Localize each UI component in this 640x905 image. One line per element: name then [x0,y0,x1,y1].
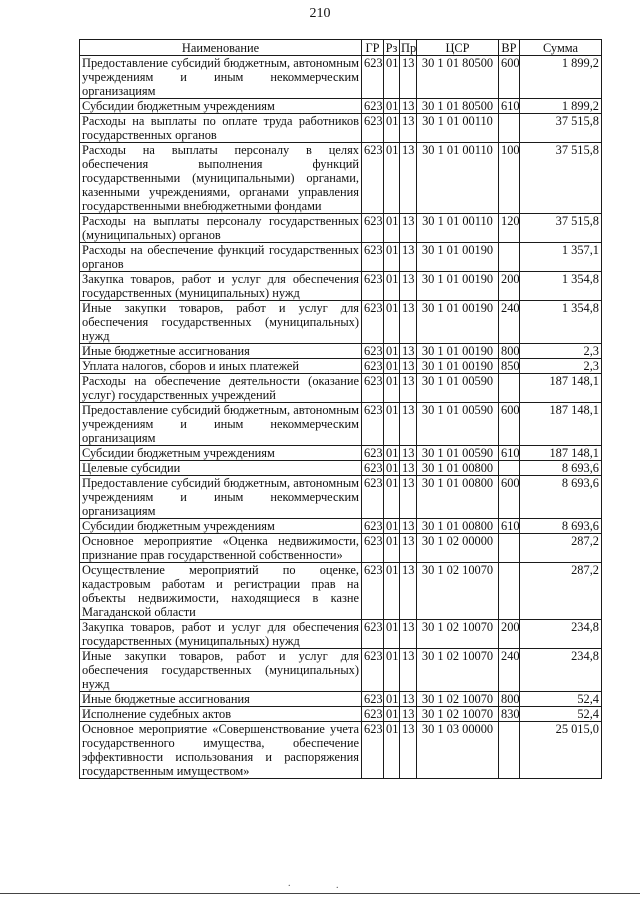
header-pr: Пр [401,40,417,55]
cell-name: Предоставление субсидий бюджетным, автономным учреждениям и иным некоммерческим организациям [80,403,362,446]
cell-csr: 30 1 01 00590 [417,374,499,403]
table-row [80,649,602,692]
cell-csr: 30 1 02 10070 [417,563,499,620]
cell-pr: 13 [400,243,417,272]
cell-sum: 187 148,1 [520,446,602,461]
cell-rz: 01 [384,534,400,563]
cell-csr: 30 1 01 00110 [417,114,499,143]
header-row [80,40,602,56]
cell-vr: 100 [499,143,520,214]
cell-gr: 623 [362,620,384,649]
cell-pr: 13 [400,620,417,649]
cell-vr [499,243,520,272]
table-row [80,243,602,272]
cell-gr: 623 [362,534,384,563]
cell-name: Закупка товаров, работ и услуг для обеспечения государственных (муниципальных) нужд [80,620,362,649]
page-bottom-edge [0,893,640,894]
cell-sum: 8 693,6 [520,519,602,534]
table-row [80,214,602,243]
cell-vr: 200 [499,620,520,649]
cell-rz: 01 [384,301,400,344]
cell-csr: 30 1 03 00000 [417,722,499,779]
cell-vr: 200 [499,272,520,301]
cell-vr [499,722,520,779]
scan-speck: . [288,878,291,889]
table-row [80,374,602,403]
cell-sum: 1 899,2 [520,99,602,114]
cell-rz: 01 [384,461,400,476]
cell-csr: 30 1 01 00190 [417,344,499,359]
cell-csr: 30 1 01 00190 [417,301,499,344]
cell-vr: 610 [499,99,520,114]
cell-csr: 30 1 01 00190 [417,243,499,272]
cell-pr: 13 [400,476,417,519]
cell-rz: 01 [384,620,400,649]
cell-gr: 623 [362,243,384,272]
table-row [80,519,602,534]
cell-name: Расходы на выплаты персоналу государственных (муниципальных) органов [80,214,362,243]
cell-vr [499,563,520,620]
cell-vr: 600 [499,476,520,519]
cell-gr: 623 [362,519,384,534]
cell-pr: 13 [400,563,417,620]
cell-vr: 610 [499,446,520,461]
cell-sum: 1 354,8 [520,272,602,301]
cell-rz: 01 [384,403,400,446]
cell-rz: 01 [384,243,400,272]
cell-rz: 01 [384,56,400,99]
cell-sum: 1 354,8 [520,301,602,344]
cell-rz: 01 [384,344,400,359]
cell-name: Предоставление субсидий бюджетным, автономным учреждениям и иным некоммерческим организациям [80,56,362,99]
cell-sum: 2,3 [520,359,602,374]
cell-vr: 830 [499,707,520,722]
cell-csr: 30 1 01 00190 [417,272,499,301]
cell-sum: 25 015,0 [520,722,602,779]
cell-name: Расходы на выплаты персоналу в целях обеспечения выполнения функций государственными (муниципальными) органами, казенными учреждениями, органами управления государственными внебюджетными фондами [80,143,362,214]
cell-pr: 13 [400,359,417,374]
cell-rz: 01 [384,649,400,692]
cell-sum: 37 515,8 [520,143,602,214]
cell-rz: 01 [384,359,400,374]
cell-pr: 13 [400,649,417,692]
cell-csr: 30 1 01 00800 [417,476,499,519]
header-gr: ГР [362,40,384,56]
cell-vr: 240 [499,301,520,344]
cell-pr: 13 [400,446,417,461]
cell-gr: 623 [362,722,384,779]
cell-pr: 13 [400,403,417,446]
cell-sum: 52,4 [520,707,602,722]
table-row [80,692,602,707]
cell-sum: 8 693,6 [520,476,602,519]
cell-vr: 600 [499,403,520,446]
cell-rz: 01 [384,374,400,403]
cell-pr: 13 [400,722,417,779]
cell-gr: 623 [362,114,384,143]
cell-sum: 37 515,8 [520,214,602,243]
table-body [80,56,602,779]
table-row [80,446,602,461]
table-row [80,114,602,143]
cell-vr: 120 [499,214,520,243]
cell-csr: 30 1 01 00800 [417,461,499,476]
scan-speck: . [336,880,339,891]
table-row [80,143,602,214]
cell-csr: 30 1 02 00000 [417,534,499,563]
cell-csr: 30 1 01 00590 [417,446,499,461]
cell-sum: 234,8 [520,620,602,649]
cell-pr: 13 [400,143,417,214]
cell-sum: 1 899,2 [520,56,602,99]
cell-vr [499,374,520,403]
cell-vr: 600 [499,56,520,99]
cell-rz: 01 [384,563,400,620]
cell-pr: 13 [400,519,417,534]
cell-gr: 623 [362,301,384,344]
table-row [80,722,602,779]
cell-sum: 287,2 [520,563,602,620]
cell-pr: 13 [400,534,417,563]
cell-gr: 623 [362,649,384,692]
cell-sum: 37 515,8 [520,114,602,143]
cell-rz: 01 [384,99,400,114]
cell-name: Закупка товаров, работ и услуг для обеспечения государственных (муниципальных) нужд [80,272,362,301]
cell-pr: 13 [400,374,417,403]
header-sum: Сумма [520,40,602,56]
cell-rz: 01 [384,722,400,779]
table-row [80,620,602,649]
cell-name: Иные закупки товаров, работ и услуг для обеспечения государственных (муниципальных) нужд [80,301,362,344]
table-row [80,56,602,99]
table-row [80,707,602,722]
cell-sum: 1 357,1 [520,243,602,272]
header-vr: ВР [499,40,520,56]
cell-name: Субсидии бюджетным учреждениям [80,446,362,461]
table-row [80,272,602,301]
table-row [80,403,602,446]
cell-rz: 01 [384,519,400,534]
cell-name: Предоставление субсидий бюджетным, автономным учреждениям и иным некоммерческим организациям [80,476,362,519]
cell-sum: 187 148,1 [520,374,602,403]
table-row [80,461,602,476]
cell-gr: 623 [362,272,384,301]
cell-rz: 01 [384,446,400,461]
cell-name: Осуществление мероприятий по оценке, кадастровым работам и регистрации прав на объекты недвижимости, находящиеся в казне Магаданской области [80,563,362,620]
cell-gr: 623 [362,344,384,359]
cell-csr: 30 1 01 80500 [417,56,499,99]
cell-csr: 30 1 02 10070 [417,707,499,722]
table-row [80,534,602,563]
cell-sum: 52,4 [520,692,602,707]
cell-gr: 623 [362,214,384,243]
table-row [80,99,602,114]
page-number: 210 [309,6,331,21]
cell-pr: 13 [400,114,417,143]
cell-rz: 01 [384,143,400,214]
cell-pr: 13 [400,692,417,707]
cell-vr [499,114,520,143]
cell-rz: 01 [384,476,400,519]
cell-name: Расходы на обеспечение функций государственных органов [80,243,362,272]
cell-pr: 13 [400,344,417,359]
cell-rz: 01 [384,114,400,143]
cell-rz: 01 [384,692,400,707]
cell-csr: 30 1 01 00800 [417,519,499,534]
table-row [80,301,602,344]
cell-csr: 30 1 01 00110 [417,143,499,214]
cell-gr: 623 [362,563,384,620]
cell-pr: 13 [400,272,417,301]
cell-sum: 287,2 [520,534,602,563]
cell-sum: 2,3 [520,344,602,359]
cell-gr: 623 [362,707,384,722]
cell-gr: 623 [362,446,384,461]
cell-gr: 623 [362,692,384,707]
cell-vr: 610 [499,519,520,534]
cell-name: Исполнение судебных актов [80,707,362,722]
budget-table [79,39,602,779]
cell-gr: 623 [362,99,384,114]
cell-rz: 01 [384,707,400,722]
cell-sum: 8 693,6 [520,461,602,476]
cell-gr: 623 [362,374,384,403]
table-row [80,563,602,620]
cell-name: Уплата налогов, сборов и иных платежей [80,359,362,374]
cell-gr: 623 [362,143,384,214]
cell-vr: 240 [499,649,520,692]
cell-gr: 623 [362,359,384,374]
table-row [80,359,602,374]
cell-vr: 850 [499,359,520,374]
cell-pr: 13 [400,461,417,476]
cell-vr [499,534,520,563]
cell-name: Основное мероприятие «Совершенствование учета государственного имущества, обеспечение эффективности использования и распоряжения государственным имуществом» [80,722,362,779]
cell-name: Субсидии бюджетным учреждениям [80,519,362,534]
cell-vr: 800 [499,692,520,707]
cell-csr: 30 1 01 80500 [417,99,499,114]
table-row [80,476,602,519]
cell-sum: 234,8 [520,649,602,692]
header-name: Наименование [80,40,362,56]
cell-pr: 13 [400,301,417,344]
cell-pr: 13 [400,56,417,99]
cell-name: Расходы на выплаты по оплате труда работников государственных органов [80,114,362,143]
cell-pr: 13 [400,99,417,114]
cell-name: Субсидии бюджетным учреждениям [80,99,362,114]
cell-csr: 30 1 01 00190 [417,359,499,374]
cell-csr: 30 1 02 10070 [417,649,499,692]
cell-csr: 30 1 02 10070 [417,620,499,649]
header-rz: Рз [384,40,400,56]
cell-pr: 13 [400,707,417,722]
cell-name: Основное мероприятие «Оценка недвижимости, признание прав государственной собственности» [80,534,362,563]
cell-name: Иные бюджетные ассигнования [80,692,362,707]
cell-rz: 01 [384,214,400,243]
cell-csr: 30 1 01 00110 [417,214,499,243]
cell-csr: 30 1 01 00590 [417,403,499,446]
cell-name: Иные бюджетные ассигнования [80,344,362,359]
cell-vr: 800 [499,344,520,359]
cell-gr: 623 [362,403,384,446]
cell-vr [499,461,520,476]
cell-sum: 187 148,1 [520,403,602,446]
cell-name: Иные закупки товаров, работ и услуг для обеспечения государственных (муниципальных) нужд [80,649,362,692]
cell-rz: 01 [384,272,400,301]
cell-gr: 623 [362,56,384,99]
cell-name: Расходы на обеспечение деятельности (оказание услуг) государственных учреждений [80,374,362,403]
cell-pr: 13 [400,214,417,243]
cell-csr: 30 1 02 10070 [417,692,499,707]
cell-gr: 623 [362,476,384,519]
table-row [80,344,602,359]
cell-name: Целевые субсидии [80,461,362,476]
cell-gr: 623 [362,461,384,476]
header-csr: ЦСР [417,40,499,56]
